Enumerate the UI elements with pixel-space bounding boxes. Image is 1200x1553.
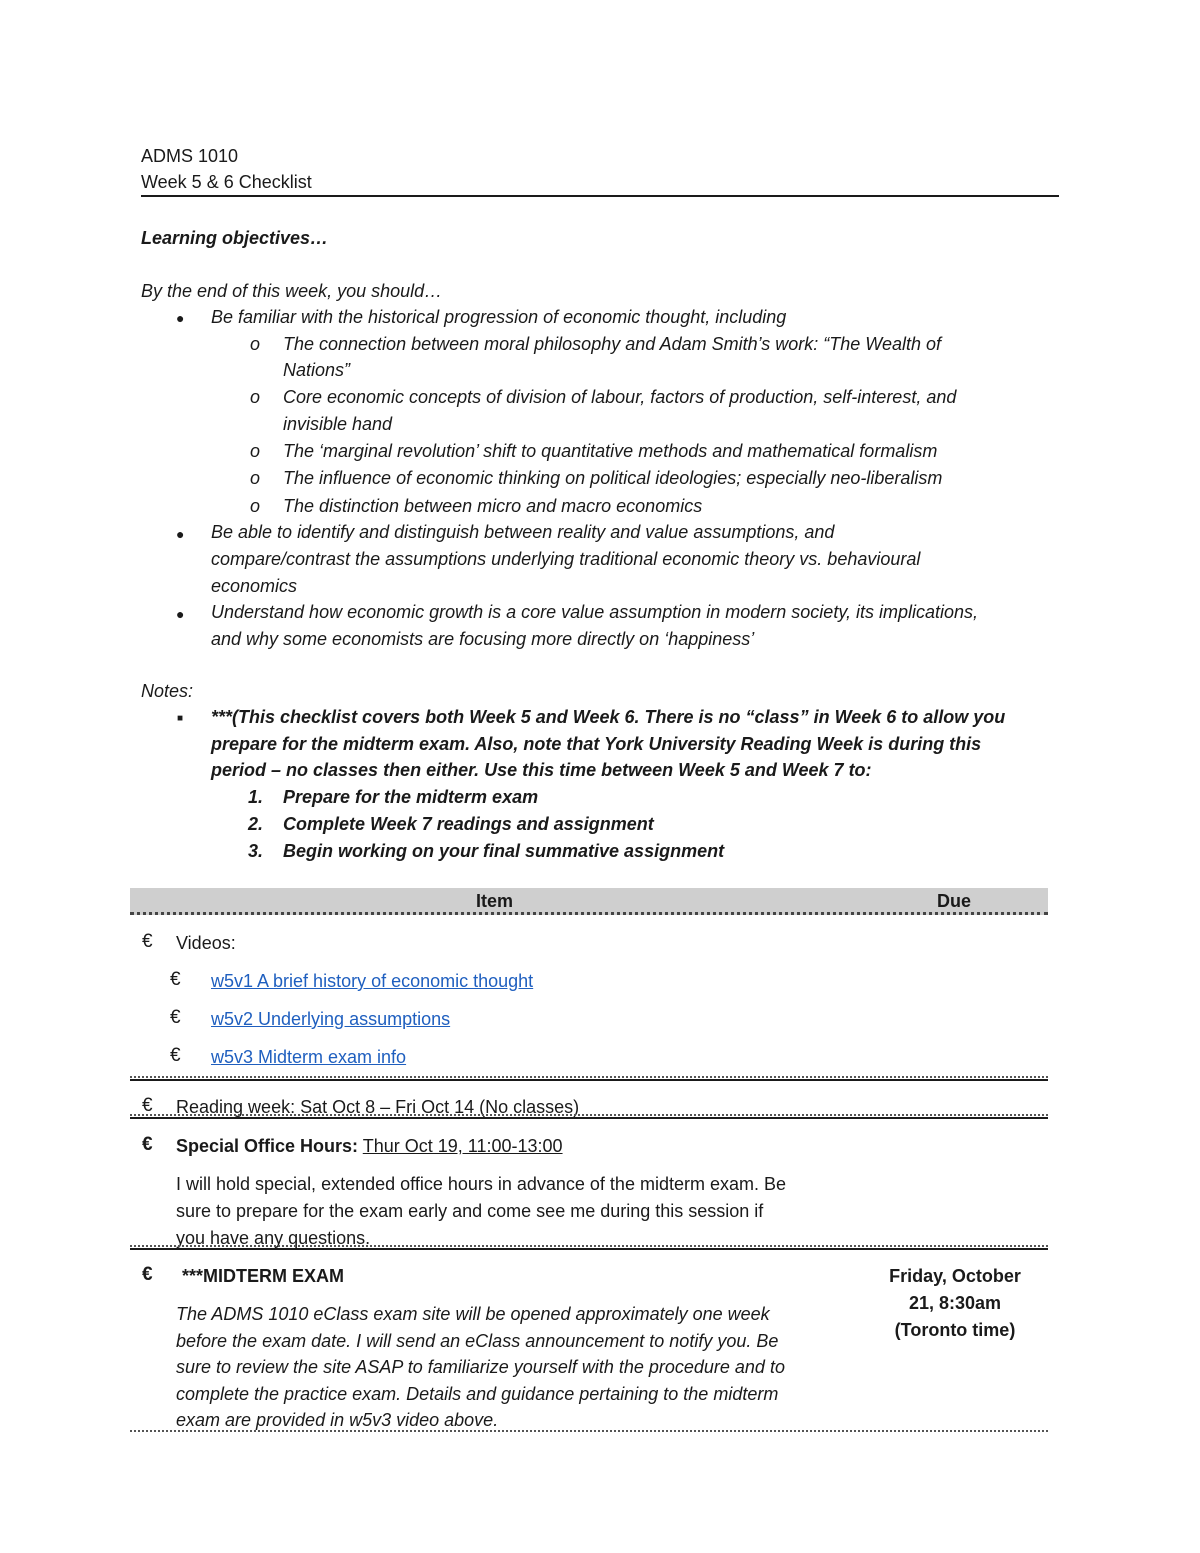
objective-2-line2: compare/contrast the assumptions underlying traditional economic theory vs. behavioural (211, 549, 921, 569)
page-title: Week 5 & 6 Checklist (141, 172, 312, 192)
midterm-label: ***MIDTERM EXAM (182, 1266, 345, 1286)
row-divider (130, 1079, 1048, 1081)
objective-3-line2: and why some economists are focusing more directly on ‘happiness’ (211, 629, 755, 649)
office-hours-desc-line1: I will hold special, extended office hours in advance of the midterm exam. Be (176, 1174, 786, 1194)
notes-item: Prepare for the midterm exam (283, 787, 539, 807)
midterm-due-line2: 21, 8:30am (908, 1293, 1002, 1313)
row-divider (130, 1245, 1048, 1247)
notes-line1: ***(This checklist covers both Week 5 and Week 6. There is no “class” in Week 6 to allow you (211, 707, 1006, 727)
course-code: ADMS 1010 (141, 146, 239, 166)
objective-3-line1: Understand how economic growth is a core value assumption in modern society, its implications, (211, 602, 979, 622)
checkbox-icon[interactable]: € (142, 931, 153, 952)
bullet-icon: ● (176, 310, 185, 326)
office-hours-desc-line2: sure to prepare for the exam early and come see me during this session if (176, 1201, 764, 1221)
sub-bullet-icon: o (250, 496, 261, 516)
notes-heading: Notes: (141, 681, 194, 701)
notes-item-num: 3. (248, 841, 264, 861)
notes-item: Begin working on your final summative assignment (283, 841, 725, 861)
objectives-intro: By the end of this week, you should… (141, 281, 443, 301)
office-hours-desc-line3: you have any questions. (176, 1228, 371, 1248)
checkbox-icon[interactable]: € (142, 1264, 153, 1285)
sub-bullet-icon: o (250, 441, 261, 461)
objective-1b-line2: invisible hand (283, 414, 393, 434)
midterm-due-line3: (Toronto time) (894, 1320, 1016, 1340)
checkbox-icon[interactable]: € (142, 1134, 153, 1155)
notes-line2: prepare for the midterm exam. Also, note that York University Reading Week is during this (211, 734, 982, 754)
office-hours-time: Thur Oct 19, 11:00-13:00 (362, 1136, 563, 1156)
column-header-item: Item (476, 891, 514, 911)
objective-1a-line1: The connection between moral philosophy and Adam Smith’s work: “The Wealth of (283, 334, 942, 354)
notes-item-num: 1. (248, 787, 264, 807)
row-divider (130, 1248, 1048, 1250)
midterm-desc-line4: complete the practice exam. Details and guidance pertaining to the midterm (176, 1384, 779, 1404)
sub-bullet-icon: o (250, 387, 261, 407)
column-header-due: Due (937, 891, 972, 911)
video-link-w5v1[interactable]: w5v1 A brief history of economic thought (211, 971, 534, 991)
objectives-heading: Learning objectives… (141, 228, 329, 248)
table-header-row (130, 888, 1048, 915)
objective-1a-line2: Nations” (283, 360, 351, 380)
bullet-icon: ● (176, 526, 185, 542)
objective-1d: The influence of economic thinking on political ideologies; especially neo-liberalism (283, 468, 943, 488)
checkbox-icon[interactable]: € (142, 1095, 153, 1116)
objective-1b-line1: Core economic concepts of division of labour, factors of production, self-interest, and (283, 387, 957, 407)
objective-1: Be familiar with the historical progression of economic thought, including (211, 307, 787, 327)
reading-week-text: Reading week: Sat Oct 8 – Fri Oct 14 (No classes) (176, 1097, 580, 1117)
notes-item: Complete Week 7 readings and assignment (283, 814, 654, 834)
row-divider (130, 1076, 1048, 1078)
notes-item-num: 2. (248, 814, 264, 834)
row-divider (130, 1117, 1048, 1119)
video-link-w5v2[interactable]: w5v2 Underlying assumptions (211, 1009, 451, 1029)
objective-2-line3: economics (211, 576, 298, 596)
sub-bullet-icon: o (250, 334, 261, 354)
objective-1e: The distinction between micro and macro economics (283, 496, 703, 516)
midterm-due-line1: Friday, October (889, 1266, 1021, 1286)
bullet-icon: ● (176, 606, 185, 622)
sub-bullet-icon: o (250, 468, 261, 488)
objective-2-line1: Be able to identify and distinguish between reality and value assumptions, and (211, 522, 835, 542)
bullet-icon: ■ (177, 713, 184, 724)
checkbox-icon[interactable]: € (170, 1045, 181, 1066)
midterm-desc-line1: The ADMS 1010 eClass exam site will be opened approximately one week (176, 1304, 770, 1324)
video-link-w5v3[interactable]: w5v3 Midterm exam info (211, 1047, 407, 1067)
checkbox-icon[interactable]: € (170, 969, 181, 990)
objective-1c: The ‘marginal revolution’ shift to quantitative methods and mathematical formalism (283, 441, 938, 461)
office-hours-label: Special Office Hours: (176, 1136, 359, 1156)
checkbox-icon[interactable]: € (170, 1007, 181, 1028)
table-bottom-rule (130, 1430, 1048, 1432)
midterm-desc-line2: before the exam date. I will send an eClass announcement to notify you. Be (176, 1331, 779, 1351)
midterm-desc-line5: exam are provided in w5v3 video above. (176, 1410, 499, 1430)
row-divider (130, 1114, 1048, 1116)
videos-label: Videos: (176, 933, 236, 953)
midterm-desc-line3: sure to review the site ASAP to familiarize yourself with the procedure and to (176, 1357, 785, 1377)
header-divider (141, 195, 1059, 197)
notes-line3: period – no classes then either. Use this time between Week 5 and Week 7 to: (211, 760, 872, 780)
